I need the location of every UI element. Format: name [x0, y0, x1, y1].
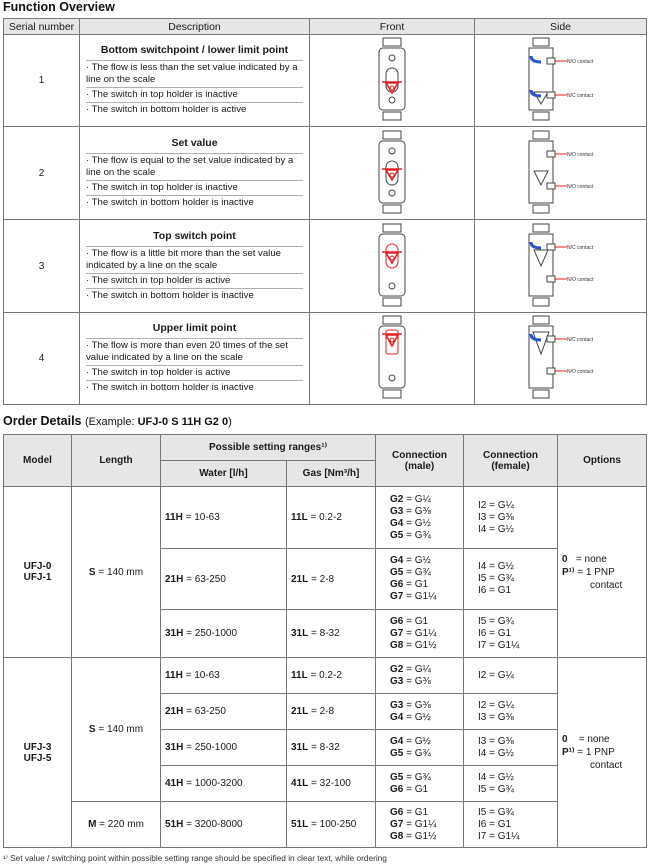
- gas-range: 51L = 100-250: [287, 802, 376, 848]
- bullet: · The switch in top holder is active: [86, 273, 303, 288]
- col-setting-ranges: Possible setting ranges¹⁾: [161, 435, 376, 461]
- flowmeter-front-icon: [372, 36, 412, 122]
- svg-text:N/O contact: N/O contact: [566, 369, 593, 375]
- svg-text:N/O contact: N/O contact: [566, 59, 593, 65]
- serial-number: 2: [4, 127, 80, 220]
- flowmeter-side-icon: [501, 36, 621, 122]
- water-range: 21H = 63-250: [161, 694, 287, 730]
- female-connections: I2 = G¼: [464, 658, 558, 694]
- serial-number: 3: [4, 220, 80, 313]
- col-side: Side: [475, 19, 647, 35]
- male-connections: G6 = G1 G7 = G1¼ G8 = G1½: [376, 802, 464, 848]
- flowmeter-front-icon: [372, 222, 412, 308]
- bullet: · The switch in bottom holder is inactive: [86, 288, 303, 303]
- female-connections: I4 = G½ I5 = G¾: [464, 766, 558, 802]
- footnote: ¹⁾ Set value / switching point within possible setting range should be specified in clear text, while ordering: [3, 853, 387, 863]
- male-connections: G4 = G½ G5 = G¾: [376, 730, 464, 766]
- order-details-heading: [3, 414, 232, 428]
- table-row: [4, 487, 647, 549]
- male-connections: G4 = G½ G5 = G¾ G6 = G1 G7 = G1¼: [376, 549, 464, 610]
- col-front: Front: [310, 19, 475, 35]
- row-title: Top switch point: [153, 229, 236, 242]
- side-view-figure: [475, 313, 647, 405]
- gas-range: 41L = 32-100: [287, 766, 376, 802]
- col-connection-female: Connection (female): [464, 435, 558, 487]
- female-connections: I5 = G¾ I6 = G1 I7 = G1¼: [464, 802, 558, 848]
- male-connections: G2 = G¼ G3 = G⅜: [376, 658, 464, 694]
- female-connections: I5 = G¾ I6 = G1 I7 = G1¼: [464, 610, 558, 658]
- model-cell: UFJ-3 UFJ-5: [4, 658, 72, 848]
- options-cell: 0 = none P¹⁾ = 1 PNP contact: [558, 658, 647, 848]
- function-row: [4, 220, 647, 313]
- row-title: Upper limit point: [152, 322, 237, 334]
- row-title: Bottom switchpoint / lower limit point: [100, 44, 289, 56]
- col-connection-male: Connection (male): [376, 435, 464, 487]
- svg-text:N/O contact: N/O contact: [566, 276, 593, 283]
- svg-text:N/O contact: N/O contact: [566, 151, 593, 158]
- bullet: · The flow is more than even 20 times of the set value indicated by a line on the scale: [86, 338, 303, 365]
- function-row: [4, 127, 647, 220]
- order-example: (Example: UFJ-0 S 11H G2 0): [85, 416, 232, 428]
- svg-text:N/O contact: N/O contact: [566, 183, 593, 190]
- water-range: 11H = 10-63: [161, 658, 287, 694]
- female-connections: I2 = G¼ I3 = G⅜ I4 = G½: [464, 487, 558, 549]
- gas-range: 21L = 2-8: [287, 694, 376, 730]
- water-range: 41H = 1000-3200: [161, 766, 287, 802]
- male-connections: G3 = G⅜ G4 = G½: [376, 694, 464, 730]
- flowmeter-side-icon: [501, 314, 621, 400]
- col-serial-number: Serial number: [4, 19, 80, 35]
- col-gas: Gas [Nm³/h]: [287, 461, 376, 487]
- water-range: 11H = 10-63: [161, 487, 287, 549]
- side-view-figure: [475, 35, 647, 127]
- svg-text:N/C contact: N/C contact: [566, 93, 593, 99]
- model-cell: UFJ-0 UFJ-1: [4, 487, 72, 658]
- length-cell: S = 140 mm: [72, 487, 161, 658]
- flowmeter-side-icon: [501, 222, 621, 308]
- female-connections: I2 = G¼ I3 = G⅜: [464, 694, 558, 730]
- row-title: Set value: [171, 136, 218, 149]
- gas-range: 21L = 2-8: [287, 549, 376, 610]
- col-length: Length: [72, 435, 161, 487]
- female-connections: I4 = G½ I5 = G¾ I6 = G1: [464, 549, 558, 610]
- col-description: Description: [80, 19, 310, 35]
- function-overview-title: Function Overview: [3, 0, 115, 14]
- water-range: 31H = 250-1000: [161, 730, 287, 766]
- bullet: · The switch in top holder is inactive: [86, 87, 303, 102]
- front-view-figure: [310, 127, 475, 220]
- length-cell: M = 220 mm: [72, 802, 161, 848]
- gas-range: 11L = 0.2-2: [287, 487, 376, 549]
- order-details-table: [3, 434, 647, 848]
- order-details-title: Order Details: [3, 414, 82, 428]
- front-view-figure: [310, 220, 475, 313]
- gas-range: 11L = 0.2-2: [287, 658, 376, 694]
- length-cell: S = 140 mm: [72, 658, 161, 802]
- col-options: Options: [558, 435, 647, 487]
- function-row: [4, 35, 647, 127]
- side-view-figure: [475, 127, 647, 220]
- serial-number: 1: [4, 35, 80, 127]
- water-range: 51H = 3200-8000: [161, 802, 287, 848]
- bullet: · The switch in top holder is active: [86, 365, 303, 380]
- flowmeter-front-icon: [372, 314, 412, 400]
- col-water: Water [l/h]: [161, 461, 287, 487]
- serial-number: 4: [4, 313, 80, 405]
- bullet: · The flow is a little bit more than the set value indicated by a line on the scale: [86, 246, 303, 273]
- svg-text:N/C contact: N/C contact: [566, 244, 593, 251]
- svg-text:N/C contact: N/C contact: [566, 337, 593, 343]
- gas-range: 31L = 8-32: [287, 730, 376, 766]
- bullet: · The switch in bottom holder is inactive: [86, 380, 303, 395]
- flowmeter-side-icon: [501, 129, 621, 215]
- male-connections: G6 = G1 G7 = G1¼ G8 = G1½: [376, 610, 464, 658]
- front-view-figure: [310, 313, 475, 405]
- flowmeter-front-icon: [372, 129, 412, 215]
- water-range: 21H = 63-250: [161, 549, 287, 610]
- options-cell: 0 = none P¹⁾ = 1 PNP contact: [558, 487, 647, 658]
- table-row: [4, 802, 647, 848]
- front-view-figure: [310, 35, 475, 127]
- bullet: · The switch in bottom holder is active: [86, 102, 303, 117]
- male-connections: G5 = G¾ G6 = G1: [376, 766, 464, 802]
- side-view-figure: [475, 220, 647, 313]
- col-model: Model: [4, 435, 72, 487]
- function-overview-table: [3, 18, 647, 405]
- gas-range: 31L = 8-32: [287, 610, 376, 658]
- female-connections: I3 = G⅜ I4 = G½: [464, 730, 558, 766]
- bullet: · The flow is less than the set value indicated by a line on the scale: [86, 60, 303, 87]
- bullet: · The switch in top holder is inactive: [86, 180, 303, 195]
- water-range: 31H = 250-1000: [161, 610, 287, 658]
- bullet: · The flow is equal to the set value indicated by a line on the scale: [86, 153, 303, 180]
- bullet: · The switch in bottom holder is inactive: [86, 195, 303, 210]
- function-row: [4, 313, 647, 405]
- male-connections: G2 = G¼ G3 = G⅜ G4 = G½ G5 = G¾: [376, 487, 464, 549]
- table-row: [4, 658, 647, 694]
